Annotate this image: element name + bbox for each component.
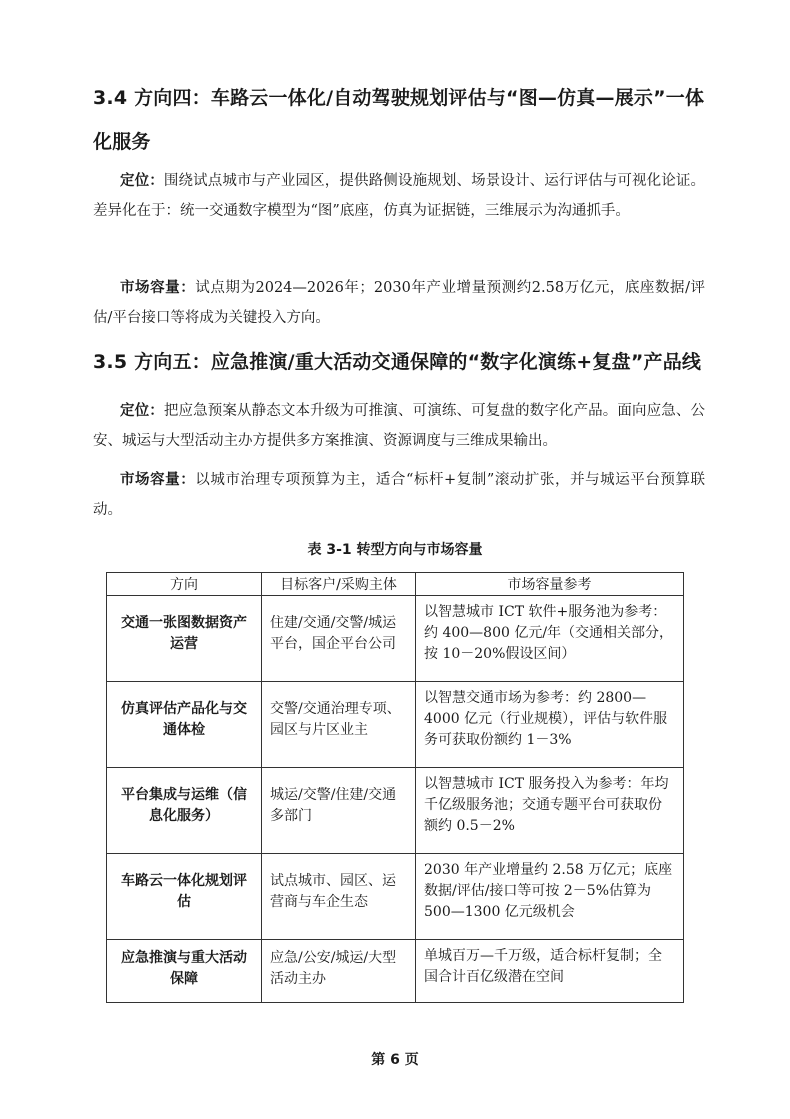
positioning-label: 定位：: [120, 173, 164, 189]
table-row: [107, 854, 684, 940]
positioning-text: 把应急预案从静态文本升级为可推演、可演练、可复盘的数字化产品。面向应急、公安、城运与大型活动主办方提供多方案推演、资源调度与三维成果输出。: [93, 403, 706, 449]
page-number: 第 6 页: [371, 1052, 419, 1068]
cell-customers: 试点城市、园区、运营商与车企生态: [262, 854, 416, 940]
cell-customers: 住建/交通/交警/城运平台，国企平台公司: [262, 596, 416, 682]
section-3-5-heading: 3.5 方向五：应急推演/重大活动交通保障的“数字化演练+复盘”产品线: [93, 351, 702, 373]
table-row: [107, 940, 684, 1003]
section-3-4-positioning: [93, 166, 705, 226]
market-label: 市场容量：: [120, 280, 196, 296]
cell-customers: 应急/公安/城运/大型活动主办: [262, 940, 416, 1003]
positioning-text: 围绕试点城市与产业园区，提供路侧设施规划、场景设计、运行评估与可视化论证。差异化在于：统一交通数字模型为“图”底座，仿真为证据链，三维展示为沟通抓手。: [93, 173, 706, 219]
cell-market: 2030 年产业增量约 2.58 万亿元；底座数据/评估/接口等可按 2－5%估算为 500—1300 亿元级机会: [416, 854, 684, 940]
cell-market: 单城百万—千万级，适合标杆复制；全国合计百亿级潜在空间: [416, 940, 684, 1003]
cell-direction: 平台集成与运维（信息化服务）: [107, 768, 262, 854]
header-market: 市场容量参考: [416, 573, 684, 596]
header-customers: 目标客户/采购主体: [262, 573, 416, 596]
market-table: [106, 572, 684, 1003]
table-row: [107, 596, 684, 682]
section-3-5-positioning: [93, 396, 705, 456]
cell-customers: 交警/交通治理专项、园区与片区业主: [262, 682, 416, 768]
section-3-4-market: [93, 273, 705, 333]
cell-customers: 城运/交警/住建/交通多部门: [262, 768, 416, 854]
section-3-5-market: [93, 465, 705, 525]
cell-direction: 交通一张图数据资产运营: [107, 596, 262, 682]
table-row: [107, 682, 684, 768]
cell-market: 以智慧交通市场为参考：约 2800—4000 亿元（行业规模），评估与软件服务可获取份额约 1－3%: [416, 682, 684, 768]
market-text: 试点期为2024—2026年；2030年产业增量预测约2.58万亿元，底座数据/评估/平台接口等将成为关键投入方向。: [93, 280, 706, 326]
cell-market: 以智慧城市 ICT 软件+服务池为参考：约 400—800 亿元/年（交通相关部分，按 10－20%假设区间）: [416, 596, 684, 682]
cell-direction: 应急推演与重大活动保障: [107, 940, 262, 1003]
market-text: 以城市治理专项预算为主，适合“标杆+复制”滚动扩张，并与城运平台预算联动。: [93, 472, 705, 518]
table-caption: 表 3-1 转型方向与市场容量: [307, 542, 483, 558]
market-label: 市场容量：: [120, 472, 196, 488]
table-header-row: [107, 573, 684, 596]
cell-direction: 车路云一体化规划评估: [107, 854, 262, 940]
table-row: [107, 768, 684, 854]
positioning-label: 定位：: [120, 403, 164, 419]
cell-market: 以智慧城市 ICT 服务投入为参考：年均千亿级服务池；交通专题平台可获取份额约 0.5－2%: [416, 768, 684, 854]
section-3-4-heading: 3.4 方向四：车路云一体化/自动驾驶规划评估与“图—仿真—展示”一体化服务: [93, 87, 705, 153]
cell-direction: 仿真评估产品化与交通体检: [107, 682, 262, 768]
header-direction: 方向: [107, 573, 262, 596]
